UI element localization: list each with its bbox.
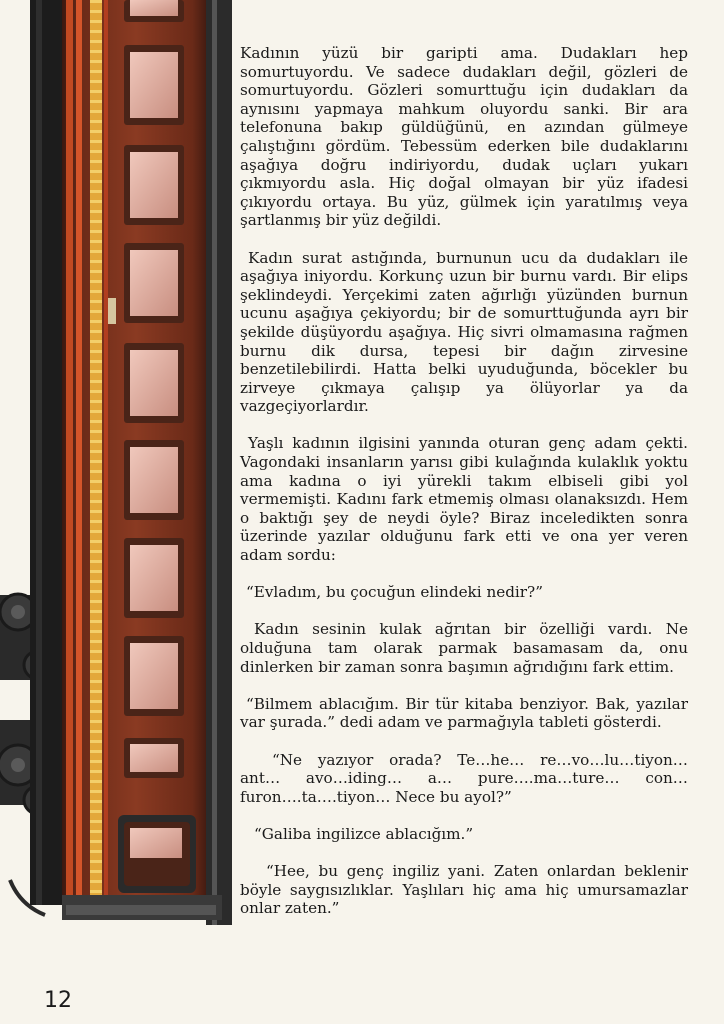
train-end-door [118,815,196,893]
story-text [240,44,688,937]
car-number-plate [108,298,116,324]
train-car-illustration [0,0,236,925]
dialogue-line: “Hee, bu genç ingiliz yani. Zaten onlardan beklenir böyle saygısızlıklar. Yaşlıları hiç ama hiç umursamazlar onlar zaten.” [240,862,688,918]
dialogue-line: “Bilmem ablacığım. Bir tür kitaba benziyor. Bak, yazılar var şurada.” dedi adam ve parmağıyla tableti gösterdi. [240,694,688,732]
paragraph: Kadın surat astığında, burnunun ucu da dudakları ile aşağıya iniyordu. Korkunç uzun bir burnu vardı. Bir elips şeklindeydi. Yerçekimi zaten ağırlığı yüzünden burnun ucunu aşağıya çekiyordu; bir de somurttuğunda ayrı bir şekilde düşüyordu aşağıya. Hiç sivri olmamasına rağmen burnu dik dursa, tepesi bir dağın zirvesine benzetilebilirdi. Hatta belki uyuduğunda, böcekler bu zirveye çıkmaya çalışıp ya ölüyorlar ya da vazgeçiyorlardır. [240,248,688,416]
paragraph: Yaşlı kadının ilgisini yanında oturan genç adam çekti. Vagondaki insanların yarısı gibi kulağında kulaklık yoktu ama kadına o iyi yürekli takım elbiseli gibi yol vermemişti. Kadını fark etmemiş olması olanaksızdı. Hem o baktığı şey de neydi öyle? Biraz inceledikten sonra üzerinde yazılar olduğunu fark etti ve ona yer veren adam sordu: [240,434,688,565]
paragraph: Kadın sesinin kulak ağrıtan bir özelliği vardı. Ne olduğuna tam olarak parmak basamasam da, onu dinlerken bir zaman sonra başımın ağrıdığını fark ettim. [240,620,688,676]
train-windows [124,0,184,778]
train-skirt [30,0,64,905]
train-roof-edge [206,0,232,925]
page-number: 12 [44,988,72,1013]
paragraph: Kadının yüzü bir garipti ama. Dudakları hep somurtuyordu. Ve sadece dudakları değil, gözleri de somurtuyordu. Gözleri somurttuğu için dudakları da aynısını yapmaya mahkum oluyordu sanki. Bir ara telefonuna bakıp güldüğünü, en azından gülmeye çalıştığını gördüm. Tebessüm ederken bile dudaklarını aşağıya doğru indiriyordu, dudak uçları yukarı çıkmıyordu asla. Hiç doğal olmayan bir yüz ifadesi çıkıyordu ortaya. Bu yüz, gülmek için yaratılmış veya şartlanmış bir yüz değildi. [240,44,688,230]
yellow-stripe [90,0,102,905]
dialogue-line: “Evladım, bu çocuğun elindeki nedir?” [246,583,543,602]
dialogue-line: “Ne yazıyor orada? Te…he… re…vo…lu…tiyon… ant… avo…iding… a… pure….ma…ture… con… furon….ta….tiyon… Nece bu ayol?” [240,750,688,806]
dialogue-line: “Galiba ingilizce ablacığım.” [254,824,474,843]
